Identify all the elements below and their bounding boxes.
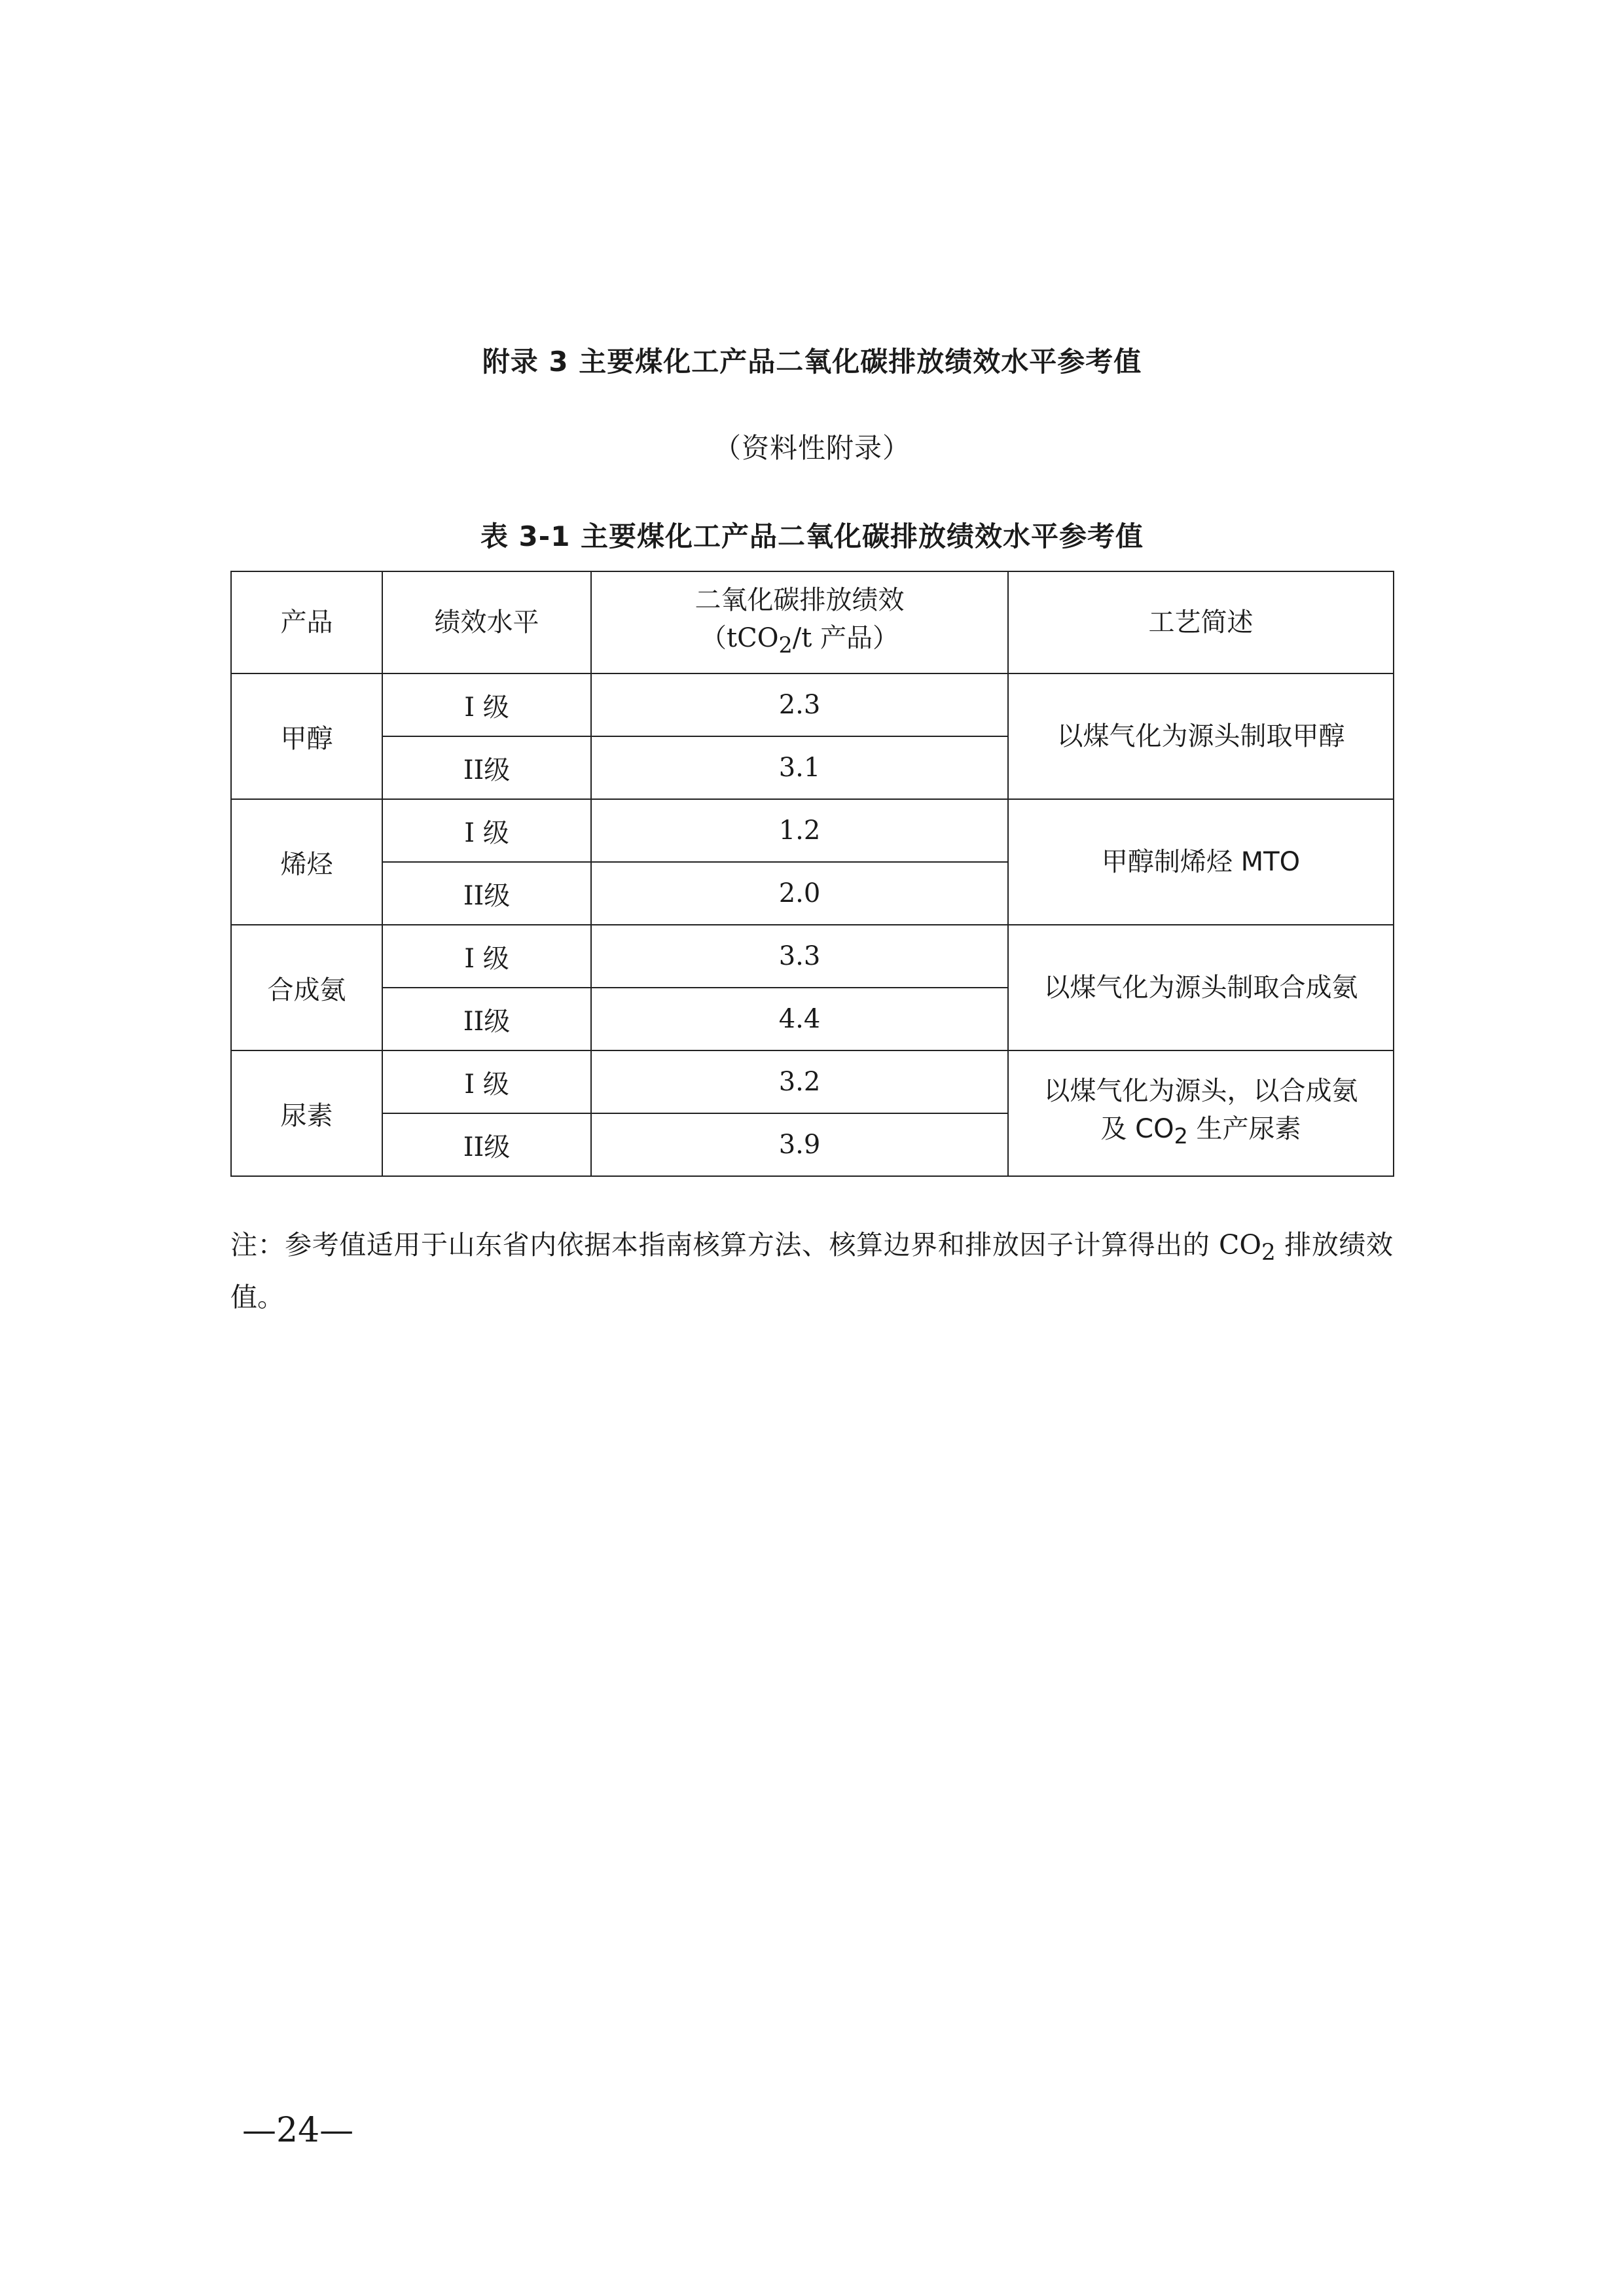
page-number: —24— xyxy=(242,2111,354,2150)
header-level: 绩效水平 xyxy=(382,571,591,673)
value-cell: 2.0 xyxy=(591,862,1008,925)
value-cell: 3.2 xyxy=(591,1050,1008,1113)
process-cell: 以煤气化为源头制取甲醇 xyxy=(1008,673,1394,799)
process-cell: 以煤气化为源头制取合成氨 xyxy=(1008,925,1394,1050)
product-cell: 合成氨 xyxy=(231,925,382,1050)
product-cell: 烯烃 xyxy=(231,799,382,925)
table-header-row xyxy=(231,571,1394,673)
level-cell: II级 xyxy=(382,1113,591,1176)
table-row xyxy=(231,673,1394,736)
level-cell: I 级 xyxy=(382,799,591,862)
header-product: 产品 xyxy=(231,571,382,673)
header-unit-sub: 2 xyxy=(778,632,793,658)
level-cell: I 级 xyxy=(382,1050,591,1113)
appendix-note: （资料性附录） xyxy=(713,432,911,464)
footnote-text-a: 注：参考值适用于山东省内依据本指南核算方法、核算边界和排放因子计算得出的 CO xyxy=(230,1229,1261,1261)
header-performance-unit xyxy=(700,622,899,658)
process-line2-sub: 2 xyxy=(1174,1122,1188,1149)
level-cell: II级 xyxy=(382,988,591,1050)
table-row xyxy=(231,1050,1394,1113)
table-row xyxy=(231,799,1394,862)
table-caption: 表 3-1 主要煤化工产品二氧化碳排放绩效水平参考值 xyxy=(480,520,1144,552)
process-line2-a: 及 CO xyxy=(1100,1113,1174,1144)
value-cell: 3.3 xyxy=(591,925,1008,988)
process-cell: 甲醇制烯烃 MTO xyxy=(1008,799,1394,925)
footnote-text-b: 排放绩效值。 xyxy=(230,1229,1393,1314)
process-line2 xyxy=(1100,1113,1301,1149)
value-cell: 2.3 xyxy=(591,673,1008,736)
emission-table xyxy=(230,571,1394,1177)
level-cell: I 级 xyxy=(382,925,591,988)
product-cell: 尿素 xyxy=(231,1050,382,1176)
footnote-sub: 2 xyxy=(1261,1240,1276,1266)
header-performance xyxy=(591,571,1008,673)
header-process: 工艺简述 xyxy=(1008,571,1394,673)
header-unit-b: /t 产品） xyxy=(792,622,899,653)
appendix-title: 附录 3 主要煤化工产品二氧化碳排放绩效水平参考值 xyxy=(482,346,1142,378)
value-cell: 4.4 xyxy=(591,988,1008,1050)
table-row xyxy=(231,925,1394,988)
level-cell: I 级 xyxy=(382,673,591,736)
table-footnote xyxy=(230,1223,1393,1319)
product-cell: 甲醇 xyxy=(231,673,382,799)
value-cell: 3.1 xyxy=(591,736,1008,799)
header-unit-a: （tCO xyxy=(700,622,779,653)
value-cell: 3.9 xyxy=(591,1113,1008,1176)
process-cell xyxy=(1008,1050,1394,1176)
process-line1: 以煤气化为源头，以合成氨 xyxy=(1043,1075,1358,1106)
level-cell: II级 xyxy=(382,862,591,925)
value-cell: 1.2 xyxy=(591,799,1008,862)
process-line2-b: 生产尿素 xyxy=(1187,1113,1301,1144)
header-performance-line1: 二氧化碳排放绩效 xyxy=(695,584,905,615)
level-cell: II级 xyxy=(382,736,591,799)
